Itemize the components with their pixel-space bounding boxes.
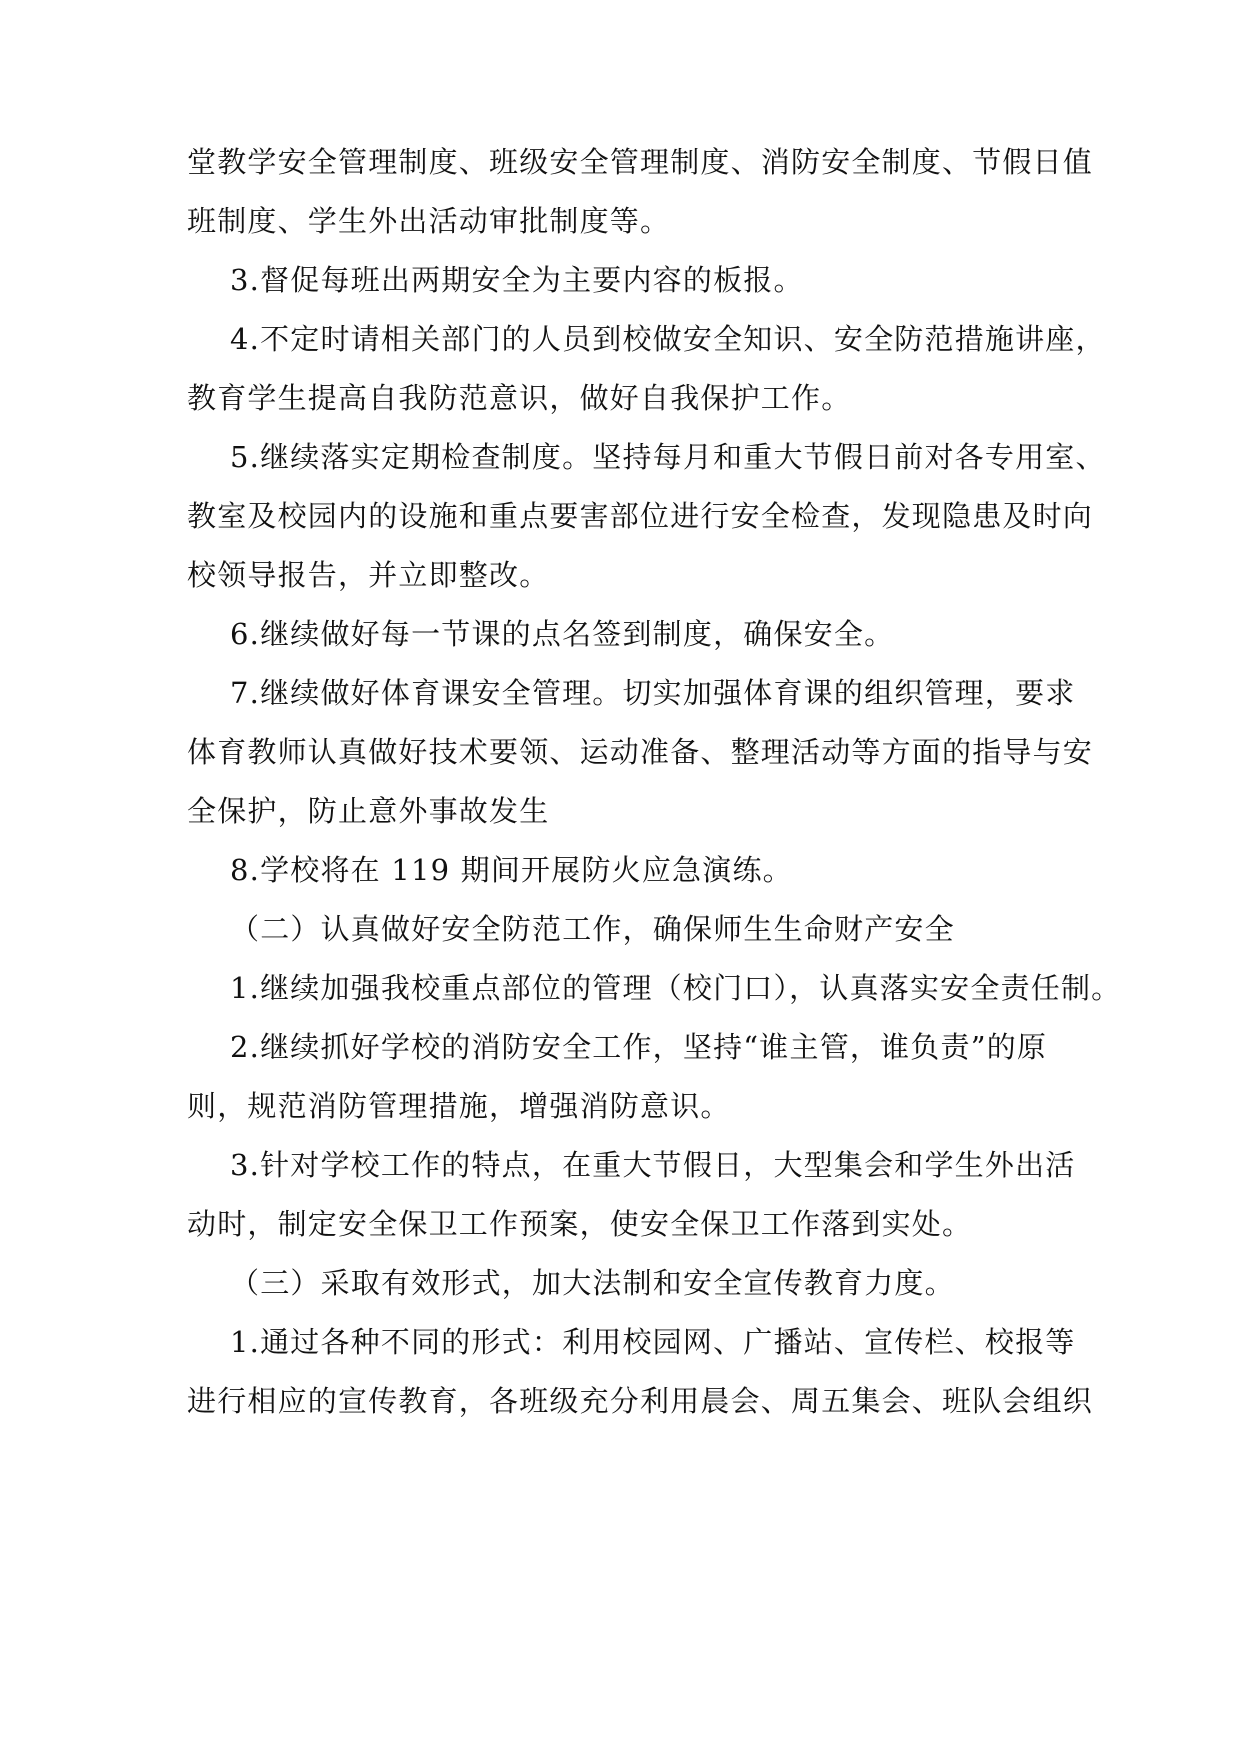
- section-heading: （二）认真做好安全防范工作，确保师生生命财产安全: [230, 912, 955, 946]
- text-line: 校领导报告，并立即整改。: [187, 558, 550, 592]
- section-heading: （三）采取有效形式，加大法制和安全宣传教育力度。: [230, 1266, 955, 1300]
- text-line: 3.针对学校工作的特点，在重大节假日，大型集会和学生外出活: [230, 1148, 1076, 1182]
- text-line: 3.督促每班出两期安全为主要内容的板报。: [230, 263, 804, 297]
- text-line: 8.学校将在 119 期间开展防火应急演练。: [230, 853, 793, 887]
- text-line: 5.继续落实定期检查制度。坚持每月和重大节假日前对各专用室、: [230, 440, 1106, 474]
- text-line: 动时，制定安全保卫工作预案，使安全保卫工作落到实处。: [187, 1207, 973, 1241]
- text-line: 则，规范消防管理措施，增强消防意识。: [187, 1089, 731, 1123]
- text-line: 教室及校园内的设施和重点要害部位进行安全检查，发现隐患及时向: [187, 499, 1094, 533]
- text-line: 6.继续做好每一节课的点名签到制度，确保安全。: [230, 617, 895, 651]
- text-line: 教育学生提高自我防范意识，做好自我保护工作。: [187, 381, 852, 415]
- text-line: 1.继续加强我校重点部位的管理（校门口），认真落实安全责任制。: [230, 971, 1122, 1005]
- text-line: 7.继续做好体育课安全管理。切实加强体育课的组织管理，要求: [230, 676, 1076, 710]
- text-line: 班制度、学生外出活动审批制度等。: [187, 204, 671, 238]
- text-line: 体育教师认真做好技术要领、运动准备、整理活动等方面的指导与安: [187, 735, 1094, 769]
- text-line: 进行相应的宣传教育，各班级充分利用晨会、周五集会、班队会组织: [187, 1384, 1094, 1418]
- text-line: 全保护，防止意外事故发生: [187, 794, 550, 828]
- text-line: 堂教学安全管理制度、班级安全管理制度、消防安全制度、节假日值: [187, 145, 1094, 179]
- text-line: 4.不定时请相关部门的人员到校做安全知识、安全防范措施讲座，: [230, 322, 1106, 356]
- text-line: 1.通过各种不同的形式：利用校园网、广播站、宣传栏、校报等: [230, 1325, 1076, 1359]
- text-line: 2.继续抓好学校的消防安全工作，坚持“谁主管，谁负责”的原: [230, 1030, 1048, 1064]
